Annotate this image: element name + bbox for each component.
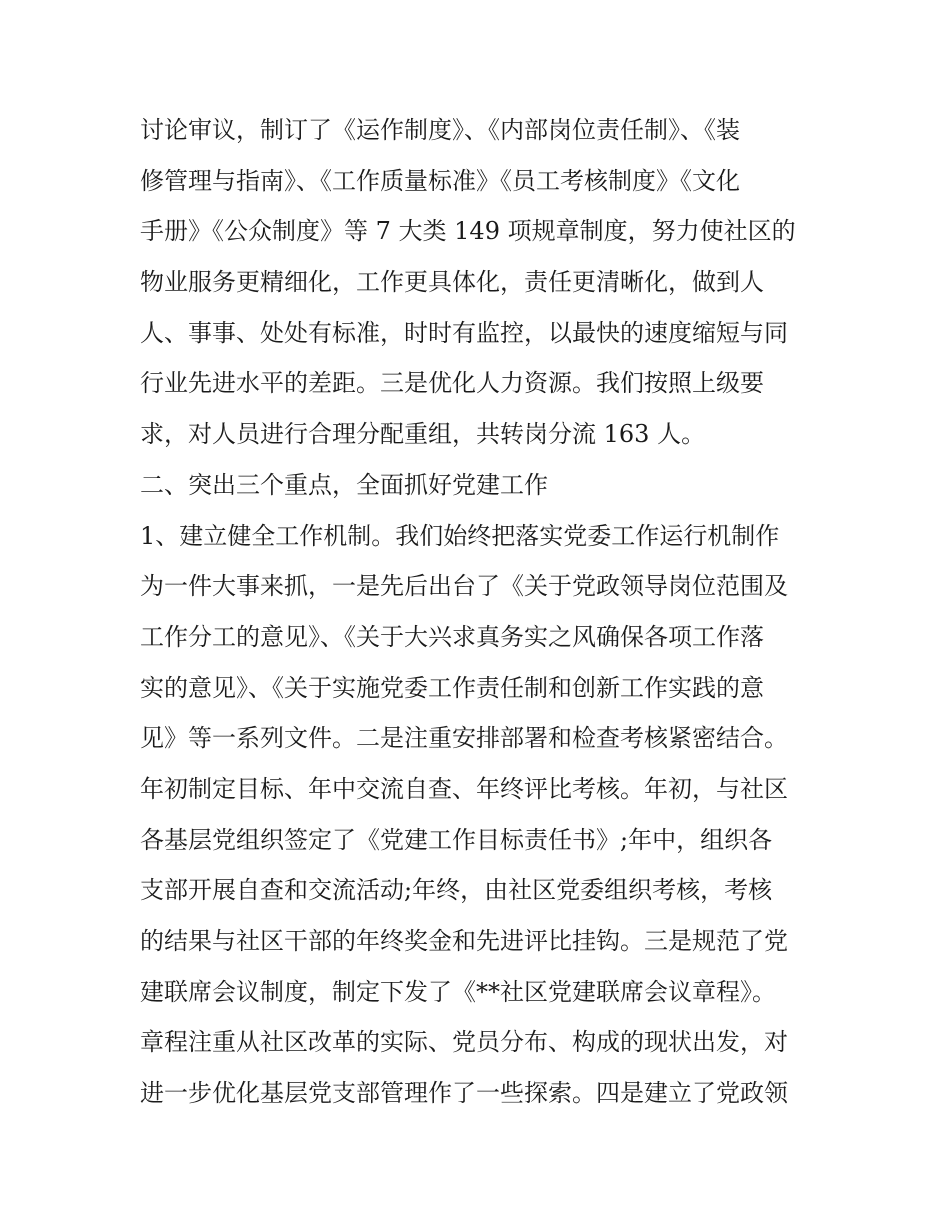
- text-line: 为一件大事来抓，一是先后出台了《关于党政领导岗位范围及: [140, 572, 788, 601]
- text-line: 手册》《公众制度》等 7 大类 149 项规章制度，努力使社区的: [140, 217, 796, 246]
- text-line: 工作分工的意见》、《关于大兴求真务实之风确保各项工作落: [140, 622, 764, 651]
- body-text: [140, 105, 820, 1119]
- section-heading: 二、突出三个重点，全面抓好党建工作: [140, 470, 548, 499]
- text-line: 章程注重从社区改革的实际、党员分布、构成的现状出发，对: [140, 1028, 788, 1057]
- text-line: 讨论审议，制订了《运作制度》、《内部岗位责任制》、《装: [140, 116, 740, 144]
- text-line: 的结果与社区干部的年终奖金和先进评比挂钩。三是规范了党: [140, 927, 788, 955]
- text-line: 支部开展自查和交流活动;年终，由社区党委组织考核，考核: [140, 876, 773, 905]
- text-line: 见》等一系列文件。二是注重安排部署和检查考核紧密结合。: [140, 724, 788, 753]
- text-line: 求，对人员进行合理分配重组，共转岗分流 163 人。: [140, 420, 706, 449]
- text-line: 人、事事、处处有标准，时时有监控，以最快的速度缩短与同: [140, 318, 788, 347]
- text-line: 建联席会议制度，制定下发了《**社区党建联席会议章程》。: [140, 977, 776, 1006]
- text-line: 修管理与指南》、《工作质量标准》《员工考核制度》《文化: [140, 166, 740, 195]
- text-line: 实的意见》、《关于实施党委工作责任制和创新工作实践的意: [140, 673, 764, 702]
- text-line: 各基层党组织签定了《党建工作目标责任书》;年中，组织各: [140, 825, 773, 854]
- text-line: 进一步优化基层党支部管理作了一些探索。四是建立了党政领: [140, 1079, 788, 1108]
- text-line: 行业先进水平的差距。三是优化人力资源。我们按照上级要: [140, 369, 764, 398]
- text-line: 年初制定目标、年中交流自查、年终评比考核。年初，与社区: [140, 774, 788, 803]
- text-line: 1、建立健全工作机制。我们始终把落实党委工作运行机制作: [140, 521, 780, 550]
- text-line: 物业服务更精细化，工作更具体化，责任更清晰化，做到人: [140, 268, 764, 297]
